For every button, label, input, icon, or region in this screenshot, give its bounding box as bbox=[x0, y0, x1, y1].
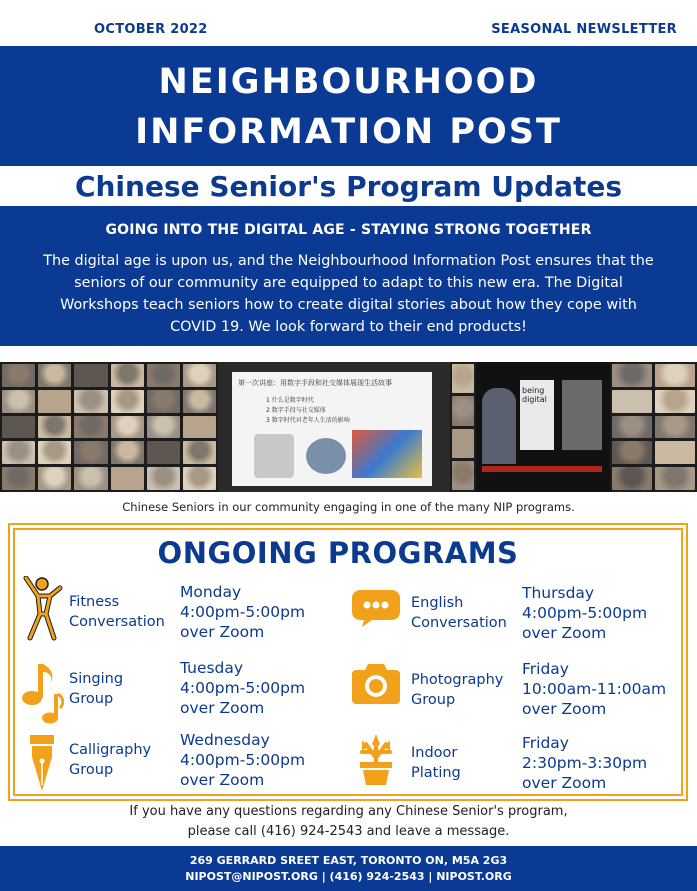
slide-image-globe bbox=[306, 438, 346, 474]
video-tile bbox=[2, 416, 35, 439]
footer-address: 269 GERRARD SREET EAST, TORONTO ON, M5A 2G3 bbox=[189, 854, 508, 867]
shared-video bbox=[476, 362, 610, 492]
page-subtitle: Chinese Senior's Program Updates bbox=[74, 170, 623, 203]
program-name-english: English Conversation bbox=[411, 595, 507, 631]
slide-item: 3 数字时代对老年人生活的影响 bbox=[266, 417, 350, 424]
video-grid-left bbox=[0, 362, 218, 492]
video-tile bbox=[452, 461, 474, 490]
camera-icon bbox=[352, 662, 400, 704]
video-tile bbox=[147, 416, 180, 439]
zoom-collage-photo bbox=[0, 362, 697, 492]
program-schedule-calligraphy: Wednesday 4:00pm-5:00pm over Zoom bbox=[180, 731, 306, 789]
video-tile bbox=[612, 364, 652, 387]
program-name-singing: Singing Group bbox=[69, 671, 124, 707]
video-grid-mid bbox=[450, 362, 476, 492]
video-tile bbox=[111, 467, 144, 490]
video-tile bbox=[74, 467, 107, 490]
intro-section bbox=[0, 206, 697, 346]
video-tile bbox=[612, 441, 652, 464]
slide-item: 2 数字手段与社交媒体 bbox=[266, 407, 326, 414]
program-name-photography: Photography Group bbox=[411, 672, 504, 708]
video-tile bbox=[655, 467, 695, 490]
video-tile bbox=[612, 416, 652, 439]
video-tile bbox=[38, 441, 71, 464]
video-tile bbox=[38, 364, 71, 387]
video-tile bbox=[74, 364, 107, 387]
book-title: being digital bbox=[522, 386, 547, 404]
video-tile bbox=[111, 390, 144, 413]
video-tile bbox=[612, 467, 652, 490]
video-tile bbox=[147, 364, 180, 387]
video-presenter bbox=[482, 388, 516, 464]
video-tile bbox=[2, 441, 35, 464]
video-tile bbox=[655, 416, 695, 439]
shared-slide bbox=[218, 362, 450, 492]
chat-bubble-icon bbox=[350, 588, 402, 628]
slide-title: 第一次讲座：用数字手段和社交媒体展现生活故事 bbox=[238, 379, 392, 387]
video-tile bbox=[147, 390, 180, 413]
newsletter-date: OCTOBER 2022 bbox=[94, 22, 208, 37]
video-tile bbox=[183, 416, 216, 439]
slide-image-network bbox=[352, 430, 422, 478]
video-tile bbox=[38, 390, 71, 413]
fitness-icon bbox=[20, 576, 64, 642]
book-cover bbox=[520, 380, 554, 450]
video-tile bbox=[74, 441, 107, 464]
program-name-fitness: Fitness Conversation bbox=[69, 594, 165, 630]
video-tile bbox=[38, 467, 71, 490]
video-tile bbox=[183, 467, 216, 490]
video-tile bbox=[655, 441, 695, 464]
music-note-icon bbox=[20, 660, 64, 724]
video-tile bbox=[111, 441, 144, 464]
video-tile bbox=[452, 364, 474, 393]
footer-contact: NIPOST@NIPOST.ORG | (416) 924-2543 | NIPOST.ORG bbox=[185, 870, 512, 883]
video-tile bbox=[612, 390, 652, 413]
video-tile bbox=[147, 441, 180, 464]
masthead-line1: NEIGHBOURHOOD bbox=[158, 62, 539, 102]
program-schedule-photography: Friday 10:00am-11:00am over Zoom bbox=[522, 660, 667, 718]
video-tile bbox=[111, 364, 144, 387]
program-schedule-english: Thursday 4:00pm-5:00pm over Zoom bbox=[522, 584, 648, 642]
video-tile bbox=[38, 416, 71, 439]
programs-title: ONGOING PROGRAMS bbox=[157, 536, 519, 570]
masthead bbox=[0, 46, 697, 166]
video-tile bbox=[147, 467, 180, 490]
video-tile bbox=[183, 441, 216, 464]
video-tile bbox=[2, 390, 35, 413]
video-tile bbox=[2, 364, 35, 387]
video-tile bbox=[74, 390, 107, 413]
video-subtitle-bar bbox=[482, 466, 602, 472]
video-grid-right bbox=[610, 362, 697, 492]
masthead-line2: INFORMATION POST bbox=[135, 112, 562, 152]
program-schedule-fitness: Monday 4:00pm-5:00pm over Zoom bbox=[180, 583, 306, 641]
video-tile bbox=[452, 429, 474, 458]
program-name-calligraphy: Calligraphy Group bbox=[69, 742, 152, 778]
program-schedule-indoor-plating: Friday 2:30pm-3:30pm over Zoom bbox=[522, 734, 648, 792]
program-name-indoor-plating: Indoor Plating bbox=[411, 745, 461, 781]
video-tile bbox=[655, 390, 695, 413]
program-schedule-singing: Tuesday 4:00pm-5:00pm over Zoom bbox=[180, 659, 306, 717]
video-tile bbox=[655, 364, 695, 387]
newsletter-edition: SEASONAL NEWSLETTER bbox=[491, 22, 677, 37]
video-tile bbox=[452, 396, 474, 425]
book-cover-2 bbox=[562, 380, 602, 450]
video-tile bbox=[183, 364, 216, 387]
photo-caption: Chinese Seniors in our community engaging in one of the many NIP programs. bbox=[122, 500, 575, 514]
video-tile bbox=[183, 390, 216, 413]
slide-image-hand bbox=[254, 434, 294, 478]
potted-plant-icon bbox=[356, 730, 396, 786]
pen-nib-icon bbox=[28, 733, 56, 793]
video-tile bbox=[2, 467, 35, 490]
footer bbox=[0, 846, 697, 891]
intro-heading: GOING INTO THE DIGITAL AGE - STAYING STRONG TOGETHER bbox=[105, 222, 592, 238]
slide-item: 1 什么是数字时代 bbox=[266, 397, 314, 404]
contact-note: If you have any questions regarding any Chinese Senior's program, please call (416) 924-2543 and leave a message. bbox=[129, 804, 568, 839]
intro-body: The digital age is upon us, and the Neighbourhood Information Post ensures that the seniors of our community are equipped to adapt to this new era. The Digital Workshops teach seniors how to create digital stories about how they cope with COVID 19. We look forward to their end products! bbox=[43, 253, 654, 335]
video-tile bbox=[111, 416, 144, 439]
video-tile bbox=[74, 416, 107, 439]
